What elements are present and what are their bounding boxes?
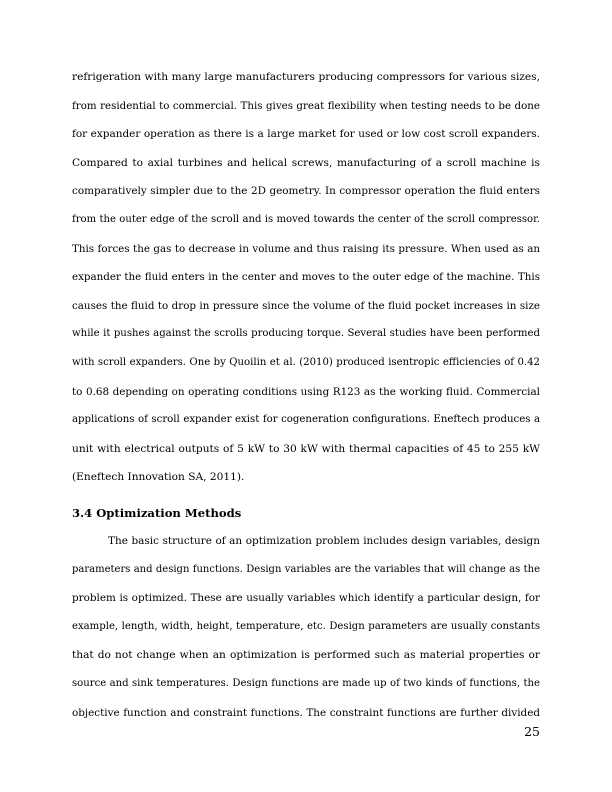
text-line: from the outer edge of the scroll and is moved towards the center of the scroll compressor. <box>72 213 540 225</box>
text-line: that do not change when an optimization is performed such as material properties or <box>72 649 540 662</box>
section-heading: 3.4 Optimization Methods <box>72 506 242 520</box>
text-line: The basic structure of an optimization problem includes design variables, design <box>108 535 540 547</box>
text-line: parameters and design functions. Design variables are the variables that will change as the <box>72 563 540 575</box>
paragraph-optimization-methods <box>72 527 540 727</box>
text-line: from residential to commercial. This gives great flexibility when testing needs to be done <box>72 99 540 112</box>
text-line: for expander operation as there is a large market for used or low cost scroll expanders. <box>72 128 540 141</box>
text-line: example, length, width, height, temperature, etc. Design parameters are usually constants <box>72 620 540 632</box>
text-line: with scroll expanders. One by Quoilin et al. (2010) produced isentropic efficiencies of 0.42 <box>72 356 540 368</box>
text-line: objective function and constraint functions. The constraint functions are further divided <box>72 706 540 719</box>
text-line: while it pushes against the scrolls producing torque. Several studies have been performed <box>72 328 540 340</box>
text-line: refrigeration with many large manufacturers producing compressors for various sizes, <box>72 71 540 83</box>
text-line: problem is optimized. These are usually variables which identify a particular design, for <box>72 592 540 605</box>
text-line: to 0.68 depending on operating conditions using R123 as the working fluid. Commercial <box>72 385 540 398</box>
text-line: source and sink temperatures. Design functions are made up of two kinds of functions, the <box>72 677 540 689</box>
text-line: This forces the gas to decrease in volume and thus raising its pressure. When used as an <box>72 242 540 255</box>
text-line: expander the fluid enters in the center and moves to the outer edge of the machine. This <box>72 271 540 284</box>
text-line: comparatively simpler due to the 2D geometry. In compressor operation the fluid enters <box>72 185 540 198</box>
page-number: 25 <box>524 724 540 739</box>
paragraph-scroll-expanders <box>72 63 540 492</box>
text-line: unit with electrical outputs of 5 kW to 30 kW with thermal capacities of 45 to 255 kW <box>72 442 540 455</box>
text-line: causes the fluid to drop in pressure since the volume of the fluid pocket increases in size <box>72 299 540 312</box>
text-line: (Eneftech Innovation SA, 2011). <box>72 471 245 484</box>
text-line: Compared to axial turbines and helical screws, manufacturing of a scroll machine is <box>72 156 540 169</box>
text-line: applications of scroll expander exist for cogeneration configurations. Eneftech produces a <box>72 414 540 426</box>
